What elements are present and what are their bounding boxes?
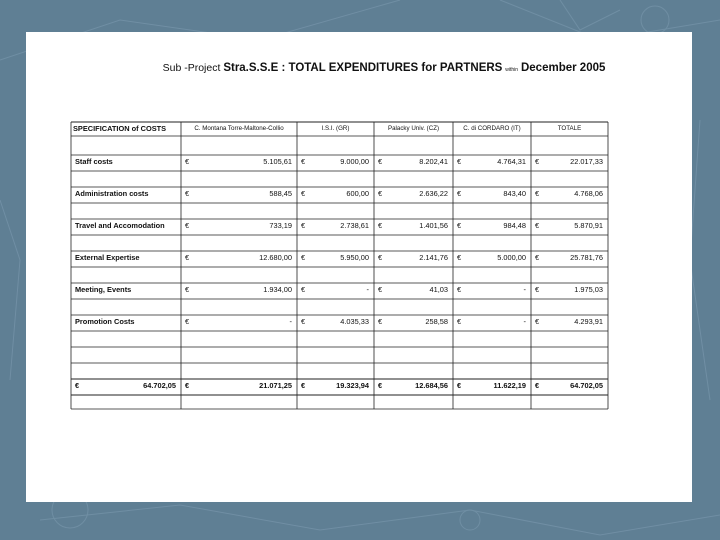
cost-value: 733,19	[269, 221, 292, 230]
cost-value: 258,58	[425, 317, 448, 326]
currency-symbol: €	[457, 381, 462, 390]
currency-symbol: €	[185, 285, 190, 294]
cost-value: 4.764,31	[497, 157, 526, 166]
currency-symbol: €	[457, 317, 462, 326]
cost-value: 984,48	[503, 221, 526, 230]
cost-value: 4.768,06	[574, 189, 603, 198]
cost-value: 25.781,76	[570, 253, 603, 262]
currency-symbol: €	[75, 381, 80, 390]
column-header-3: Palacky Univ. (CZ)	[387, 125, 440, 132]
title-project: Stra.S.S.E : TOTAL EXPENDITURES for PARTNERS	[223, 62, 503, 74]
column-header-1: C. Montana Torre-Maltone-Collio	[194, 125, 284, 132]
currency-symbol: €	[535, 253, 540, 262]
currency-symbol: €	[535, 285, 540, 294]
currency-symbol: €	[457, 189, 462, 198]
currency-symbol: €	[378, 189, 383, 198]
cost-value: 1.934,00	[263, 285, 292, 294]
cost-value: 1.401,56	[419, 221, 448, 230]
grand-total-label-value: 64.702,05	[143, 381, 176, 390]
cost-value: 5.950,00	[340, 253, 369, 262]
row-label: Administration costs	[75, 189, 149, 198]
cost-value: 41,03	[429, 285, 448, 294]
currency-symbol: €	[301, 189, 306, 198]
column-header-2: I.S.I. (GR)	[321, 125, 350, 132]
row-label: Meeting, Events	[75, 285, 132, 294]
title-prefix: Sub -Project	[162, 62, 221, 74]
cost-value: 600,00	[346, 189, 369, 198]
cost-value: 2.141,76	[419, 253, 448, 262]
cost-value: 588,45	[269, 189, 292, 198]
currency-symbol: €	[535, 317, 540, 326]
title-within: within	[505, 67, 519, 73]
total-value: 11.622,19	[493, 381, 526, 390]
currency-symbol: €	[185, 157, 190, 166]
currency-symbol: €	[185, 221, 190, 230]
cost-value: 843,40	[503, 189, 526, 198]
currency-symbol: €	[301, 221, 306, 230]
currency-symbol: €	[457, 221, 462, 230]
currency-symbol: €	[535, 221, 540, 230]
total-value: 21.071,25	[259, 381, 292, 390]
total-value: 12.684,56	[415, 381, 448, 390]
total-value: 64.702,05	[570, 381, 603, 390]
cost-value: 5.870,91	[574, 221, 603, 230]
currency-symbol: €	[185, 253, 190, 262]
cost-value: 4.293,91	[574, 317, 603, 326]
column-header-5: TOTALE	[557, 125, 582, 132]
currency-symbol: €	[301, 381, 306, 390]
cost-value: 5.000,00	[497, 253, 526, 262]
cost-value: 4.035,33	[340, 317, 369, 326]
cost-value: 12.680,00	[259, 253, 292, 262]
currency-symbol: €	[185, 189, 190, 198]
currency-symbol: €	[185, 317, 190, 326]
column-header-specification: SPECIFICATION of COSTS	[73, 124, 167, 133]
cost-value: 2.636,22	[419, 189, 448, 198]
currency-symbol: €	[535, 189, 540, 198]
currency-symbol: €	[378, 221, 383, 230]
title-period: December 2005	[520, 62, 606, 74]
currency-symbol: €	[378, 157, 383, 166]
cost-value: 1.975,03	[574, 285, 603, 294]
currency-symbol: €	[301, 253, 306, 262]
currency-symbol: €	[378, 381, 383, 390]
currency-symbol: €	[378, 317, 383, 326]
cost-value: 22.017,33	[570, 157, 603, 166]
row-label: External Expertise	[75, 253, 140, 262]
cost-value: -	[366, 285, 369, 294]
cost-value: 5.105,61	[263, 157, 292, 166]
cost-value: -	[289, 317, 292, 326]
currency-symbol: €	[378, 285, 383, 294]
total-value: 19.323,94	[336, 381, 369, 390]
cost-value: 9.000,00	[340, 157, 369, 166]
currency-symbol: €	[301, 317, 306, 326]
cost-value: 2.738,61	[340, 221, 369, 230]
currency-symbol: €	[535, 157, 540, 166]
currency-symbol: €	[378, 253, 383, 262]
column-header-4: C. di CORDARO (IT)	[463, 125, 521, 132]
cost-value: 8.202,41	[419, 157, 448, 166]
row-label: Travel and Accomodation	[75, 221, 165, 230]
cost-value: -	[523, 317, 526, 326]
currency-symbol: €	[457, 157, 462, 166]
cost-value: -	[523, 285, 526, 294]
currency-symbol: €	[301, 157, 306, 166]
row-label: Staff costs	[75, 157, 113, 166]
row-label: Promotion Costs	[75, 317, 135, 326]
currency-symbol: €	[301, 285, 306, 294]
currency-symbol: €	[457, 253, 462, 262]
currency-symbol: €	[535, 381, 540, 390]
currency-symbol: €	[185, 381, 190, 390]
currency-symbol: €	[457, 285, 462, 294]
